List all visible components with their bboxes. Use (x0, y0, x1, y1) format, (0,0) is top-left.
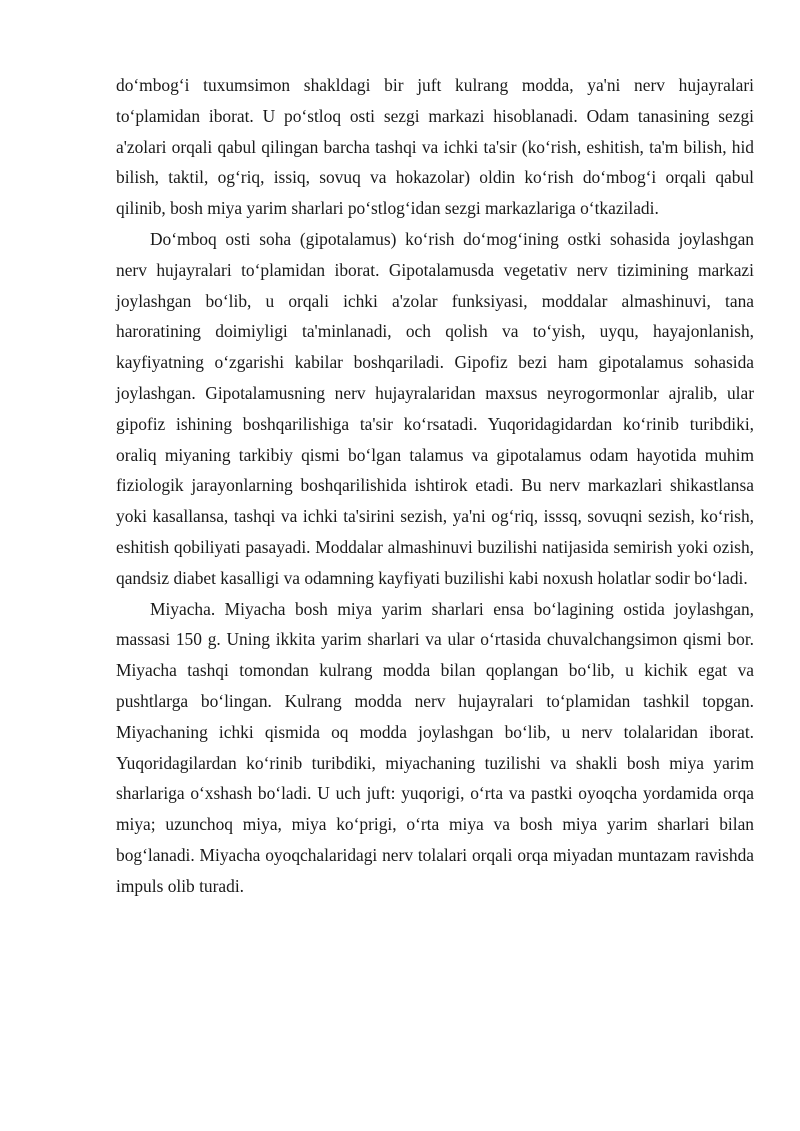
paragraph-cerebellum: Miyacha. Miyacha bosh miya yarim sharlari ensa bo‘lagining ostida joylashgan, massasi 150 g. Uning ikkita yarim sharlari va ular o‘rtasida chuvalchangsimon qismi bor. Miyacha tashqi tomondan kulrang modda bilan qoplangan bo‘lib, u kichik egat va pushtlarga bo‘lingan. Kulrang modda nerv hujayralari to‘plamidan tashkil topgan. Miyachaning ichki qismida oq modda joylashgan bo‘lib, u nerv tolalaridan iborat. Yuqoridagilardan ko‘rinib turibdiki, miyachaning tuzilishi va shakli bosh miya yarim sharlariga o‘xshash bo‘ladi. U uch juft: yuqorigi, o‘rta va pastki oyoqcha yordamida orqa miya; uzunchoq miya, miya ko‘prigi, o‘rta miya va bosh miya yarim sharlari bilan bog‘lanadi. Miyacha oyoqchalaridagi nerv tolalari orqali orqa miyadan muntazam ravishda impuls olib turadi. (116, 598, 754, 896)
paragraph-hypothalamus: Do‘mboq osti soha (gipotalamus) ko‘rish do‘mog‘ining ostki sohasida joylashgan nerv hujayralari to‘plamidan iborat. Gipotalamusda vegetativ nerv tizimining markazi joylashgan bo‘lib, u orqali ichki a'zolar funksiyasi, moddalar almashinuvi, tana haroratining doimiyligi ta'minlanadi, och qolish va to‘yish, uyqu, hayajonlanish, kayfiyatning o‘zgarishi kabilar boshqariladi. Gipofiz bezi ham gipotalamus sohasida joylashgan. Gipotalamusning nerv hujayralaridan maxsus neyrogormonlar ajralib, ular gipofiz ishining boshqarilishiga ta'sir ko‘rsatadi. Yuqoridagidardan ko‘rinib turibdiki, oraliq miyaning tarkibiy qismi bo‘lgan talamus va gipotalamus odam hayotida muhim fiziologik jarayonlarning boshqarilishida ishtirok etadi. Bu nerv markazlari shikastlansa yoki kasallansa, tashqi va ichki ta'sirini sezish, ya'ni og‘riq, isssq, sovuqni sezish, ko‘rish, eshitish qobiliyati pasayadi. Moddalar almashinuvi buzilishi natijasida semirish yoki ozish, qandsiz diabet kasalligi va odamning kayfiyati buzilishi kabi noxush holatlar sodir bo‘ladi. (116, 228, 754, 588)
document-body (116, 70, 754, 902)
paragraph-thalamus-continued: do‘mbog‘i tuxumsimon shakldagi bir juft kulrang modda, ya'ni nerv hujayralari to‘plamidan iborat. U po‘stloq osti sezgi markazi hisoblanadi. Odam tanasining sezgi a'zolari orqali qabul qilingan barcha tashqi va ichki ta'sir (ko‘rish, eshitish, ta'm bilish, hid bilish, taktil, og‘riq, issiq, sovuq va hokazolar) oldin ko‘rish do‘mbog‘i orqali qabul qilinib, bosh miya yarim sharlari po‘stlog‘idan sezgi markazlariga o‘tkaziladi. (116, 75, 754, 219)
